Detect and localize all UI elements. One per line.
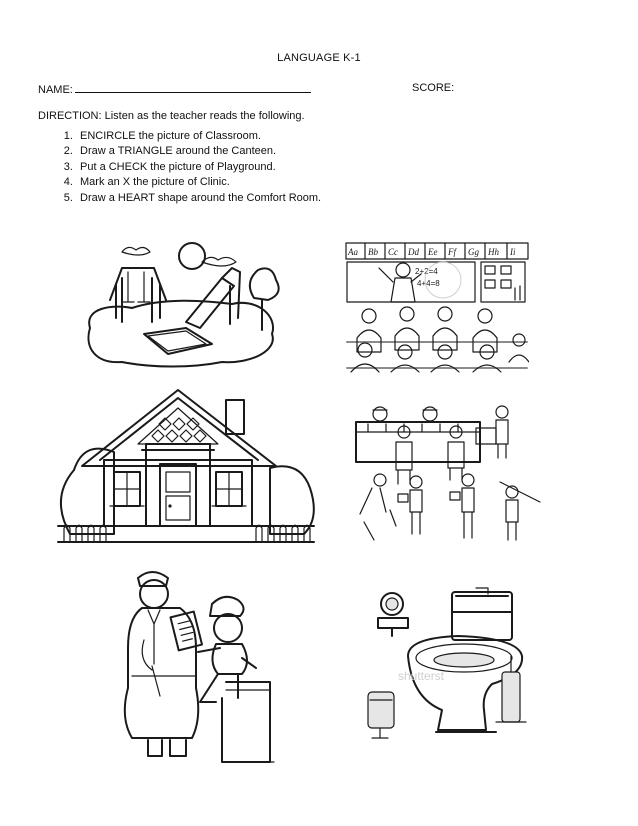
direction-text: DIRECTION: Listen as the teacher reads the following. — [38, 110, 305, 122]
instruction-item: 2. Draw a TRIANGLE around the Canteen. — [76, 144, 321, 159]
instruction-item: 5. Draw a HEART shape around the Comfort Room. — [76, 191, 321, 206]
canteen-picture[interactable] — [350, 402, 546, 548]
board-letter: Hh — [488, 247, 499, 257]
board-letter: Ff — [448, 247, 456, 257]
board-letter: Cc — [388, 247, 398, 257]
board-sum: 4+4=8 — [417, 279, 440, 288]
board-letter: Gg — [468, 247, 479, 257]
worksheet-title: LANGUAGE K-1 — [277, 52, 361, 64]
board-letter: Dd — [408, 247, 419, 257]
playground-picture[interactable] — [82, 238, 282, 370]
watermark-text: shutterst — [398, 669, 445, 683]
board-sum: 2+2=4 — [415, 267, 438, 276]
name-blank[interactable] — [75, 82, 311, 93]
classroom-picture[interactable] — [345, 242, 529, 374]
nurse-picture[interactable] — [118, 566, 284, 766]
house-picture[interactable] — [56, 384, 316, 544]
board-letter: Ii — [510, 247, 516, 257]
board-letter: Aa — [348, 247, 358, 257]
instruction-item: 4. Mark an X the picture of Clinic. — [76, 175, 321, 190]
instruction-item: 1. ENCIRCLE the picture of Classroom. — [76, 129, 321, 144]
board-letter: Bb — [368, 247, 378, 257]
instruction-item: 3. Put a CHECK the picture of Playground. — [76, 160, 321, 175]
name-field — [38, 82, 311, 96]
instruction-list — [58, 129, 321, 206]
comfort-room-picture[interactable] — [356, 582, 532, 744]
score-label: SCORE: — [412, 82, 455, 94]
board-letter: Ee — [428, 247, 438, 257]
name-label: NAME: — [38, 84, 73, 96]
